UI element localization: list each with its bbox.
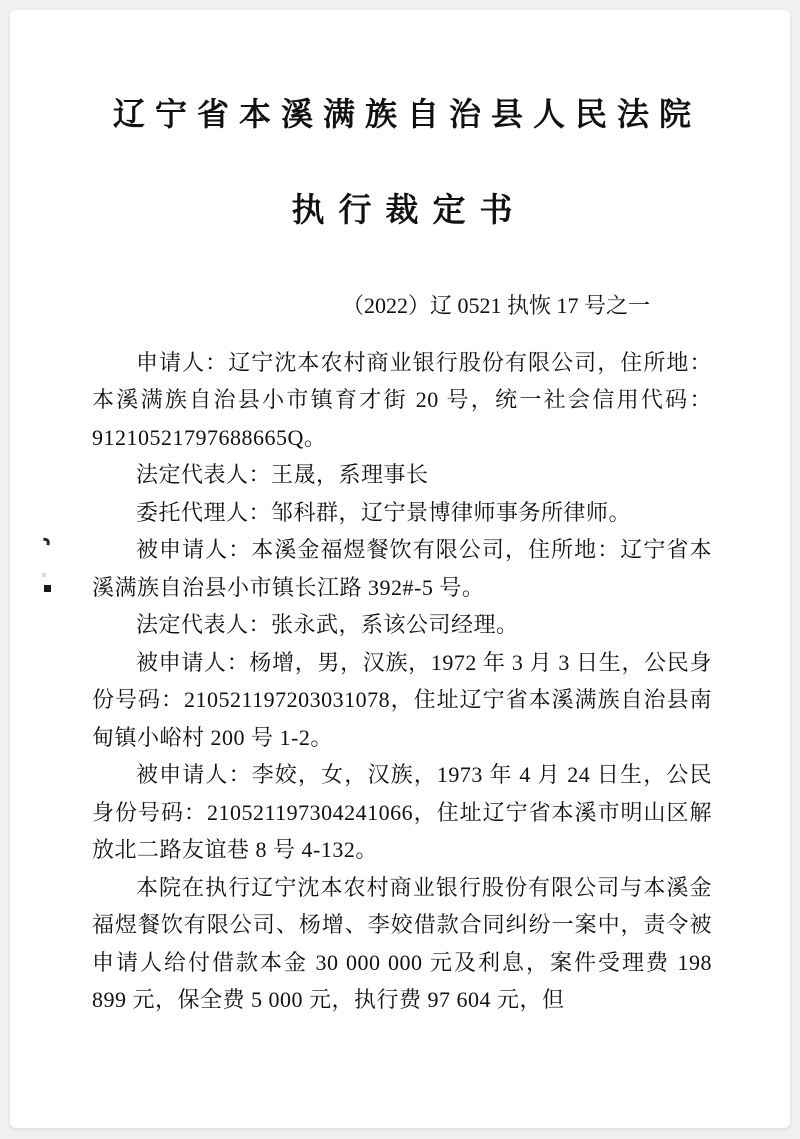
paragraph: 法定代表人：张永武，系该公司经理。 bbox=[136, 612, 519, 638]
scan-artifact-faint-dot bbox=[42, 573, 46, 577]
paragraph: 被申请人：本溪金福煜餐饮有限公司，住所地：辽宁省本溪满族自治县小市镇长江路 392#-5 号。 bbox=[92, 537, 712, 600]
document-body bbox=[92, 344, 712, 1019]
scan-artifact-square bbox=[44, 585, 51, 592]
paragraph: 申请人：辽宁沈本农村商业银行股份有限公司，住所地：本溪满族自治县小市镇育才街 20 号，统一社会信用代码：91210521797688665Q。 bbox=[92, 349, 712, 450]
document-type-title: 执行裁定书 bbox=[291, 192, 527, 229]
paragraph: 本院在执行辽宁沈本农村商业银行股份有限公司与本溪金福煜餐饮有限公司、杨增、李姣借款合同纠纷一案中，责令被申请人给付借款本金 30 000 000 元及利息，案件受理费 198 899 元，保全费 5 000 元，执行费 97 604 元，但 bbox=[92, 874, 712, 1013]
document-page bbox=[10, 10, 790, 1128]
scan-artifact-hook bbox=[43, 538, 51, 546]
paragraph: 法定代表人：王晟，系理事长 bbox=[136, 462, 429, 488]
paragraph: 被申请人：李姣，女，汉族，1973 年 4 月 24 日生，公民身份号码：210521197304241066，住址辽宁省本溪市明山区解放北二路友谊巷 8 号 4-132。 bbox=[92, 762, 712, 863]
court-name-title: 辽宁省本溪满族自治县人民法院 bbox=[112, 96, 701, 132]
case-number: （2022）辽 0521 执恢 17 号之一 bbox=[341, 293, 650, 319]
paragraph: 委托代理人：邹科群，辽宁景博律师事务所律师。 bbox=[136, 499, 632, 525]
paragraph: 被申请人：杨增，男，汉族，1972 年 3 月 3 日生，公民身份号码：210521197203031078，住址辽宁省本溪满族自治县南甸镇小峪村 200 号 1-2。 bbox=[92, 649, 712, 750]
